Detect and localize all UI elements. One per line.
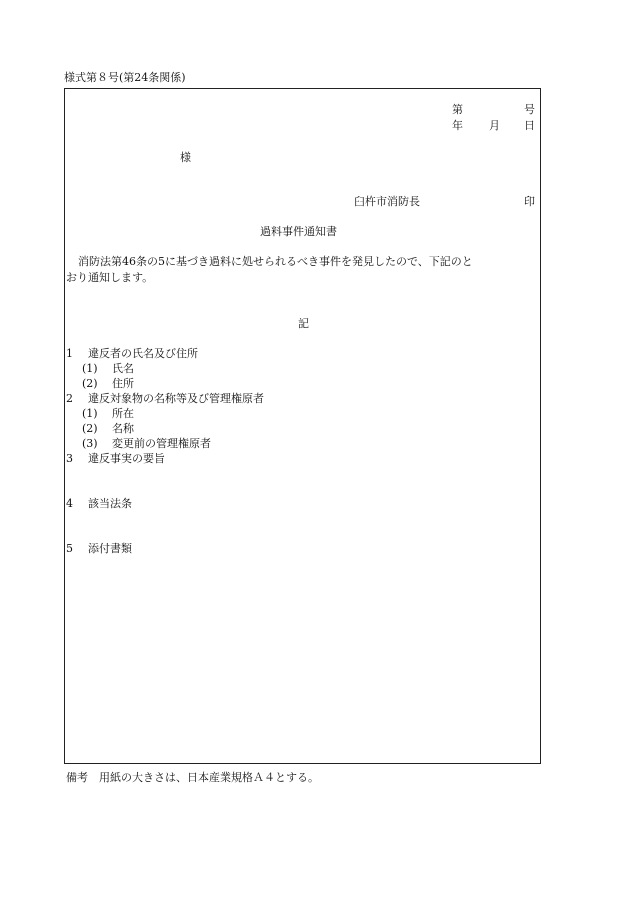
body-text-line-2: おり通知します。 [66, 271, 154, 284]
item-1-sub-1-label: 氏名 [112, 362, 134, 375]
date-day-label: 日 [524, 119, 535, 132]
issuer-name: 臼杵市消防長 [354, 195, 420, 208]
item-4-number: 4 [66, 497, 73, 510]
item-5-number: 5 [66, 542, 73, 555]
date-month-label: 月 [489, 119, 500, 132]
document-title: 過料事件通知書 [260, 225, 337, 238]
item-2-sub-1-label: 所在 [112, 407, 134, 420]
item-2-sub-3-number: (3) [82, 437, 98, 450]
item-3-number: 3 [66, 452, 73, 465]
item-5-label: 添付書類 [88, 542, 132, 555]
seal-mark: 印 [524, 195, 535, 208]
document-number-prefix: 第 [452, 103, 463, 116]
ki-heading: 記 [298, 317, 309, 330]
form-number-heading: 様式第８号(第24条関係) [64, 71, 186, 84]
form-frame [64, 88, 541, 764]
date-year-label: 年 [452, 119, 463, 132]
item-2-sub-2-label: 名称 [112, 422, 134, 435]
item-1-number: 1 [66, 347, 73, 360]
item-2-sub-1-number: (1) [82, 407, 98, 420]
item-2-number: 2 [66, 392, 73, 405]
item-1-sub-2-number: (2) [82, 377, 98, 390]
item-2-label: 違反対象物の名称等及び管理権原者 [88, 392, 264, 405]
item-2-sub-3-label: 変更前の管理権原者 [112, 437, 211, 450]
addressee-honorific: 様 [180, 151, 191, 164]
body-text-line-1: 消防法第46条の5に基づき過料に処せられるべき事件を発見したので、下記のと [78, 255, 473, 268]
item-3-label: 違反事実の要旨 [88, 452, 165, 465]
footer-note: 備考 用紙の大きさは、日本産業規格Ａ４とする。 [66, 771, 319, 784]
item-1-sub-1-number: (1) [82, 362, 98, 375]
document-number-suffix: 号 [524, 103, 535, 116]
item-2-sub-2-number: (2) [82, 422, 98, 435]
item-1-label: 違反者の氏名及び住所 [88, 347, 198, 360]
item-1-sub-2-label: 住所 [112, 377, 134, 390]
item-4-label: 該当法条 [88, 497, 132, 510]
